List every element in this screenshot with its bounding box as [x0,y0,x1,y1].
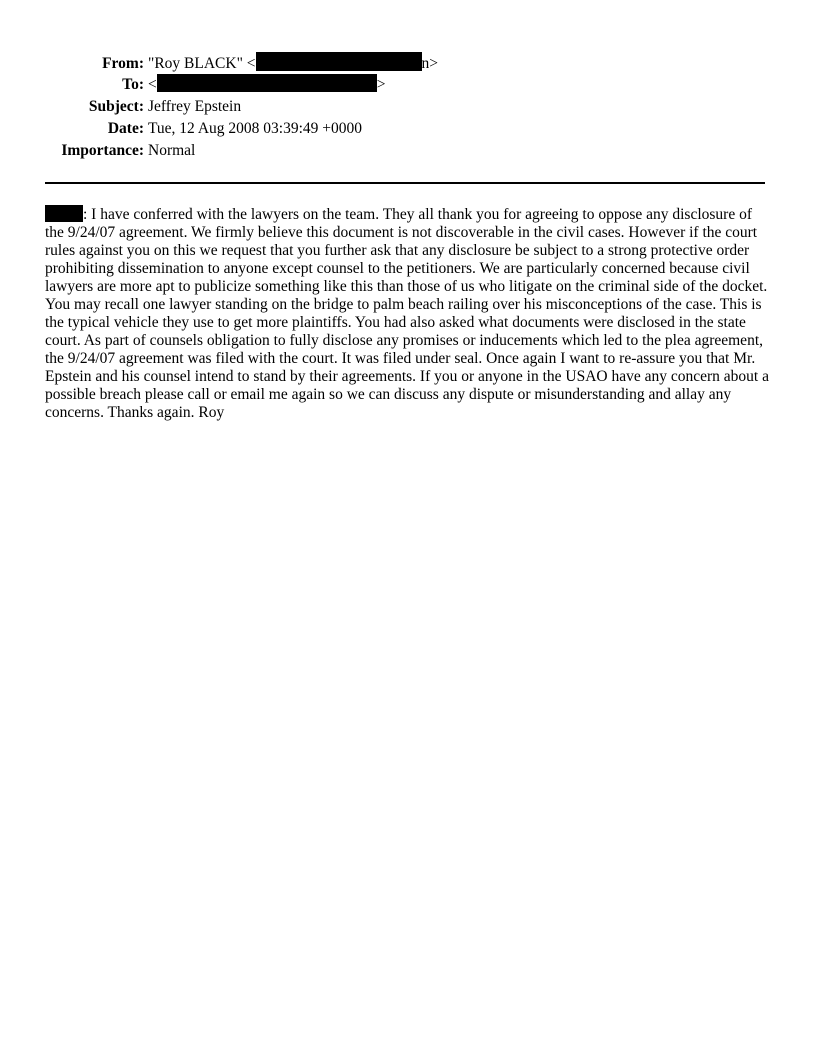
date-label: Date: [107,120,144,137]
date-row [44,118,464,140]
to-suffix: > [376,76,386,93]
to-value [148,74,386,96]
from-redaction [256,52,422,71]
date-value: Tue, 12 Aug 2008 03:39:49 +0000 [148,120,362,137]
importance-row [44,140,464,162]
from-name: "Roy BLACK" < [148,55,256,72]
to-prefix: < [148,76,157,93]
importance-label: Importance: [61,142,144,159]
subject-row [44,96,464,118]
from-value [148,52,438,75]
from-label: From: [102,55,144,72]
from-row [44,52,464,74]
header-divider [45,182,765,184]
importance-value: Normal [148,142,196,159]
email-body-text: : I have conferred with the lawyers on the team. They all thank you for agreeing to oppose any disclosure of the 9/24/07 agreement. We firmly believe this document is not discoverable in the civil cases. However if the court rules against you on this we request that you further ask that any disclosure be subject to a strong protective order prohibiting dissemination to anyone except counsel to the petitioners. We are particularly concerned because civil lawyers are more apt to publicize something like this than those of us who litigate on the criminal side of the docket. You may recall one lawyer standing on the bridge to palm beach railing over his misconceptions of the case. This is the typical vehicle they use to get more plaintiffs. You had also asked what documents were disclosed in the state court. As part of counsels obligation to fully disclose any promises or inducements which led to the plea agreement, the 9/24/07 agreement was filed with the court. It was filed under seal. Once again I want to re-assure you that Mr. Epstein and his counsel intend to stand by their agreements. If you or anyone in the USAO have any concern about a possible breach please call or email me again so we can discuss any dispute or misunderstanding and allay any concerns. Thanks again. Roy [45,206,769,421]
email-header [44,52,464,162]
email-body [45,205,771,422]
to-redaction [157,74,377,92]
to-row [44,74,464,96]
from-suffix: n> [421,55,439,72]
subject-value: Jeffrey Epstein [148,98,242,115]
to-label: To: [122,76,144,93]
subject-label: Subject: [88,98,144,115]
greeting-redaction [45,205,83,222]
